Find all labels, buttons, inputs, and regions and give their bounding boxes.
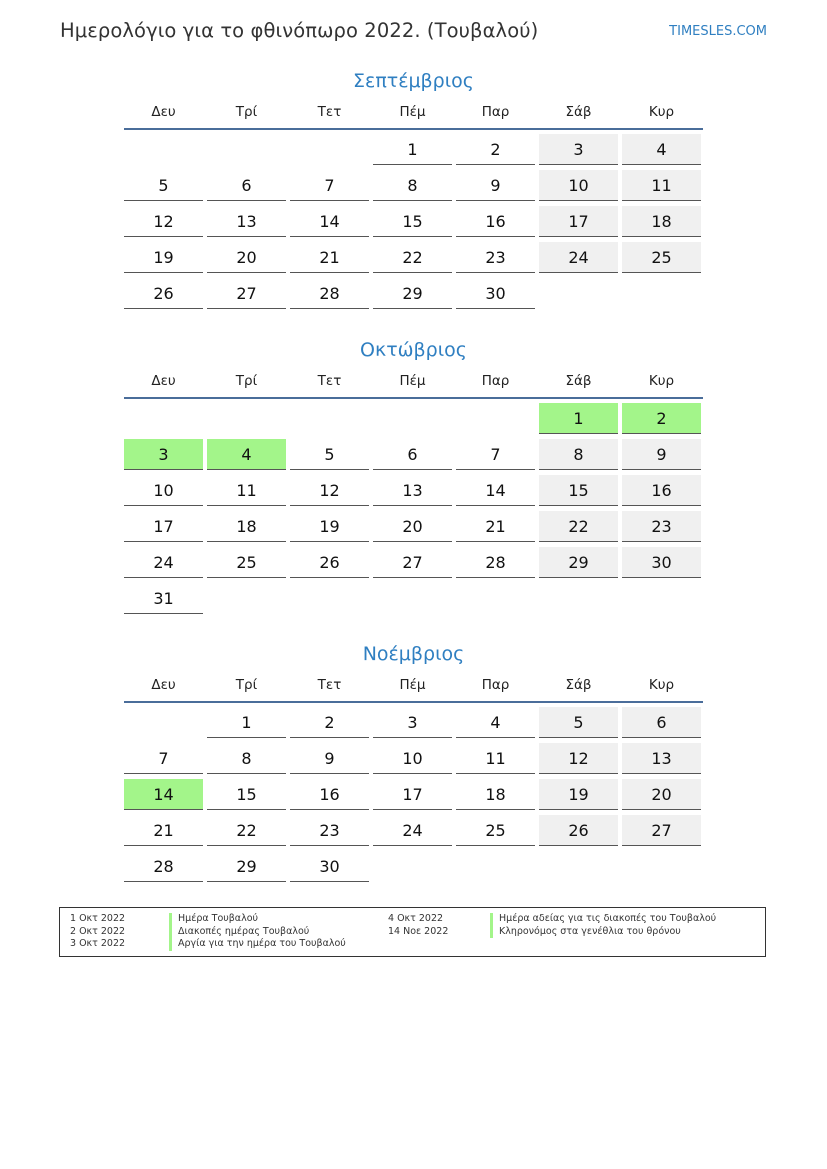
- legend-holiday-name: Διακοπές ημέρας Τουβαλού: [169, 926, 309, 939]
- month-block: [124, 66, 703, 314]
- empty-day-cell: [622, 278, 701, 309]
- empty-day-cell: [456, 583, 535, 614]
- week-row: [124, 134, 703, 166]
- day-cell: 9: [456, 170, 535, 201]
- page-title: Ημερολόγιο για το φθινόπωρο 2022. (Τουβαλού): [60, 19, 539, 42]
- day-cell: 27: [622, 815, 701, 846]
- legend-entry: [70, 913, 430, 926]
- week-row: [124, 206, 703, 238]
- holiday-day-cell: 2: [622, 403, 701, 434]
- day-cell: 23: [456, 242, 535, 273]
- empty-day-cell: [456, 403, 535, 434]
- day-cell: 23: [622, 511, 701, 542]
- day-cell: 2: [456, 134, 535, 165]
- day-cell: 3: [373, 707, 452, 738]
- weekday-label: Κυρ: [648, 373, 675, 389]
- day-cell: 27: [373, 547, 452, 578]
- empty-day-cell: [290, 583, 369, 614]
- legend-entry: [388, 926, 748, 939]
- empty-day-cell: [373, 403, 452, 434]
- day-cell: 4: [456, 707, 535, 738]
- empty-day-cell: [207, 403, 286, 434]
- header-rule: [124, 128, 703, 130]
- holiday-day-cell: 3: [124, 439, 203, 470]
- weekday-label: Σάβ: [565, 677, 592, 693]
- weekday-label: Πέμ: [399, 373, 426, 389]
- legend-date: 3 Οκτ 2022: [70, 938, 126, 949]
- empty-day-cell: [622, 583, 701, 614]
- day-cell: 26: [124, 278, 203, 309]
- weekday-label: Τετ: [317, 373, 342, 389]
- day-cell: 1: [207, 707, 286, 738]
- day-cell: 26: [539, 815, 618, 846]
- day-cell: 11: [456, 743, 535, 774]
- day-cell: 22: [207, 815, 286, 846]
- day-cell: 6: [373, 439, 452, 470]
- holiday-day-cell: 4: [207, 439, 286, 470]
- weekday-label: Πέμ: [399, 104, 426, 120]
- day-cell: 15: [373, 206, 452, 237]
- day-cell: 19: [539, 779, 618, 810]
- day-cell: 8: [373, 170, 452, 201]
- day-cell: 29: [207, 851, 286, 882]
- week-row: [124, 779, 703, 811]
- day-cell: 22: [539, 511, 618, 542]
- weekday-label: Τρί: [235, 373, 258, 389]
- day-cell: 9: [622, 439, 701, 470]
- day-cell: 17: [373, 779, 452, 810]
- day-cell: 20: [622, 779, 701, 810]
- empty-day-cell: [124, 403, 203, 434]
- day-cell: 25: [207, 547, 286, 578]
- day-cell: 8: [207, 743, 286, 774]
- day-cell: 24: [539, 242, 618, 273]
- day-cell: 11: [622, 170, 701, 201]
- empty-day-cell: [207, 583, 286, 614]
- empty-day-cell: [622, 851, 701, 882]
- day-cell: 5: [290, 439, 369, 470]
- holiday-legend: [59, 907, 766, 957]
- week-row: [124, 743, 703, 775]
- week-row: [124, 170, 703, 202]
- legend-holiday-name: Κληρονόμος στα γενέθλια του θρόνου: [490, 926, 681, 939]
- day-cell: 28: [456, 547, 535, 578]
- week-row: [124, 851, 703, 883]
- legend-right-column: [388, 913, 748, 938]
- empty-day-cell: [207, 134, 286, 165]
- day-cell: 14: [290, 206, 369, 237]
- month-title: Νοέμβριος: [362, 643, 465, 665]
- day-cell: 10: [124, 475, 203, 506]
- day-cell: 30: [290, 851, 369, 882]
- legend-date: 2 Οκτ 2022: [70, 925, 126, 937]
- weekday-label: Παρ: [481, 373, 510, 389]
- day-cell: 7: [456, 439, 535, 470]
- empty-day-cell: [539, 278, 618, 309]
- day-cell: 22: [373, 242, 452, 273]
- day-cell: 18: [207, 511, 286, 542]
- day-cell: 25: [456, 815, 535, 846]
- day-cell: 29: [539, 547, 618, 578]
- day-cell: 5: [124, 170, 203, 201]
- day-cell: 29: [373, 278, 452, 309]
- weekday-label: Τρί: [235, 104, 258, 120]
- day-cell: 13: [373, 475, 452, 506]
- day-cell: 31: [124, 583, 203, 614]
- day-cell: 15: [539, 475, 618, 506]
- legend-entry: [388, 913, 748, 926]
- day-cell: 7: [124, 743, 203, 774]
- site-link[interactable]: TIMESLES.COM: [669, 24, 767, 39]
- day-cell: 10: [373, 743, 452, 774]
- weekday-label: Δευ: [151, 104, 176, 120]
- empty-day-cell: [373, 583, 452, 614]
- weekday-label: Τετ: [317, 677, 342, 693]
- empty-day-cell: [124, 134, 203, 165]
- day-cell: 30: [622, 547, 701, 578]
- legend-holiday-name: Αργία για την ημέρα του Τουβαλού: [169, 938, 346, 951]
- weekday-header-row: [124, 669, 703, 701]
- day-cell: 30: [456, 278, 535, 309]
- day-cell: 16: [290, 779, 369, 810]
- week-row: [124, 403, 703, 435]
- day-cell: 18: [622, 206, 701, 237]
- day-cell: 20: [207, 242, 286, 273]
- day-cell: 6: [622, 707, 701, 738]
- weekday-header-row: [124, 365, 703, 397]
- day-cell: 16: [622, 475, 701, 506]
- empty-day-cell: [456, 851, 535, 882]
- weekday-label: Παρ: [481, 677, 510, 693]
- legend-left-column: [70, 913, 430, 951]
- week-row: [124, 707, 703, 739]
- weekday-label: Δευ: [151, 677, 176, 693]
- header-rule: [124, 701, 703, 703]
- empty-day-cell: [539, 583, 618, 614]
- day-cell: 13: [207, 206, 286, 237]
- day-cell: 21: [124, 815, 203, 846]
- weekday-label: Σάβ: [565, 373, 592, 389]
- day-cell: 11: [207, 475, 286, 506]
- day-cell: 1: [373, 134, 452, 165]
- day-cell: 24: [124, 547, 203, 578]
- week-row: [124, 278, 703, 310]
- week-row: [124, 583, 703, 615]
- empty-day-cell: [539, 851, 618, 882]
- day-cell: 4: [622, 134, 701, 165]
- day-cell: 3: [539, 134, 618, 165]
- empty-day-cell: [290, 134, 369, 165]
- day-cell: 19: [124, 242, 203, 273]
- holiday-day-cell: 14: [124, 779, 203, 810]
- day-cell: 8: [539, 439, 618, 470]
- month-title: Οκτώβριος: [360, 339, 467, 361]
- day-cell: 25: [622, 242, 701, 273]
- week-row: [124, 475, 703, 507]
- month-block: [124, 335, 703, 619]
- day-cell: 21: [456, 511, 535, 542]
- weekday-label: Τρί: [235, 677, 258, 693]
- day-cell: 13: [622, 743, 701, 774]
- legend-entry: [70, 926, 430, 939]
- day-cell: 27: [207, 278, 286, 309]
- legend-date: 4 Οκτ 2022: [388, 913, 444, 924]
- day-cell: 10: [539, 170, 618, 201]
- day-cell: 26: [290, 547, 369, 578]
- header-rule: [124, 397, 703, 399]
- day-cell: 19: [290, 511, 369, 542]
- legend-holiday-name: Ημέρα Τουβαλού: [169, 913, 258, 926]
- day-cell: 23: [290, 815, 369, 846]
- legend-holiday-name: Ημέρα αδείας για τις διακοπές του Τουβαλού: [490, 913, 716, 926]
- weekday-label: Κυρ: [648, 677, 675, 693]
- weekday-label: Κυρ: [648, 104, 675, 120]
- week-row: [124, 511, 703, 543]
- day-cell: 21: [290, 242, 369, 273]
- day-cell: 12: [539, 743, 618, 774]
- weekday-header-row: [124, 96, 703, 128]
- holiday-day-cell: 1: [539, 403, 618, 434]
- day-cell: 28: [124, 851, 203, 882]
- day-cell: 5: [539, 707, 618, 738]
- day-cell: 2: [290, 707, 369, 738]
- day-cell: 6: [207, 170, 286, 201]
- week-row: [124, 242, 703, 274]
- day-cell: 28: [290, 278, 369, 309]
- legend-date: 14 Νοε 2022: [388, 925, 449, 937]
- weekday-label: Τετ: [317, 104, 342, 120]
- day-cell: 16: [456, 206, 535, 237]
- weekday-label: Δευ: [151, 373, 176, 389]
- month-block: [124, 639, 703, 887]
- empty-day-cell: [124, 707, 203, 738]
- day-cell: 20: [373, 511, 452, 542]
- day-cell: 18: [456, 779, 535, 810]
- day-cell: 12: [124, 206, 203, 237]
- week-row: [124, 439, 703, 471]
- day-cell: 17: [124, 511, 203, 542]
- day-cell: 12: [290, 475, 369, 506]
- month-title: Σεπτέμβριος: [353, 70, 474, 92]
- empty-day-cell: [373, 851, 452, 882]
- weekday-label: Παρ: [481, 104, 510, 120]
- week-row: [124, 547, 703, 579]
- day-cell: 17: [539, 206, 618, 237]
- legend-date: 1 Οκτ 2022: [70, 913, 126, 924]
- week-row: [124, 815, 703, 847]
- day-cell: 7: [290, 170, 369, 201]
- weekday-label: Πέμ: [399, 677, 426, 693]
- weekday-label: Σάβ: [565, 104, 592, 120]
- legend-entry: [70, 938, 430, 951]
- day-cell: 24: [373, 815, 452, 846]
- day-cell: 14: [456, 475, 535, 506]
- day-cell: 15: [207, 779, 286, 810]
- empty-day-cell: [290, 403, 369, 434]
- day-cell: 9: [290, 743, 369, 774]
